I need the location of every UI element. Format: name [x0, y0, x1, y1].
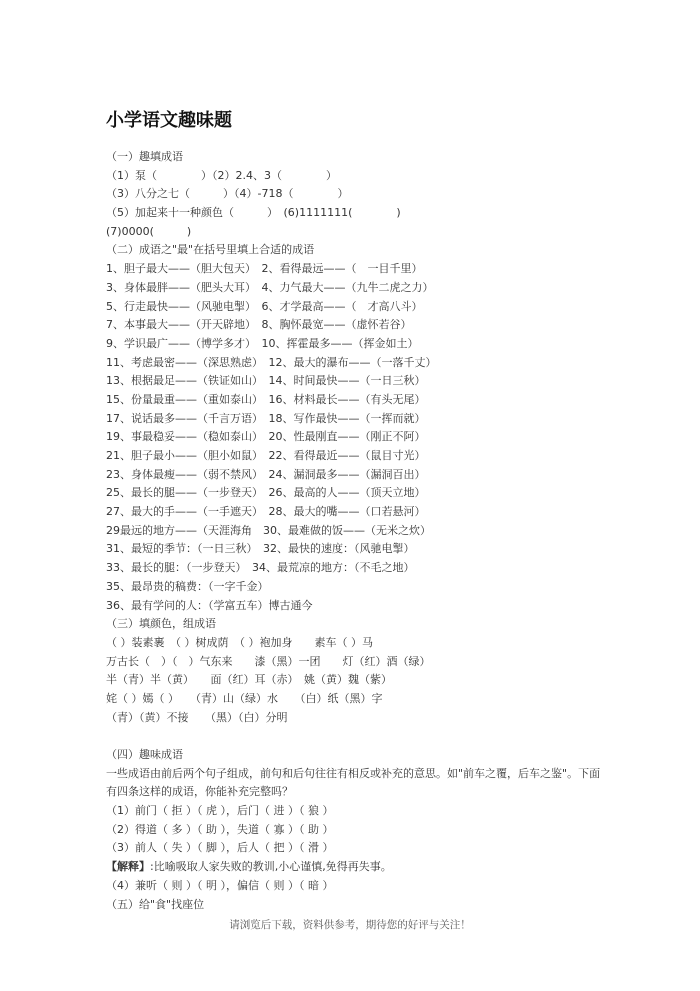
text-line: 姹（ ）嫣（ ） （青）山（绿）水 （白）纸（黑）字 — [106, 691, 383, 705]
explanation-text: :比喻吸取人家失败的教训,小心谨慎,免得再失事。 — [150, 860, 392, 874]
spacer — [106, 727, 626, 746]
text-line: 31、最短的季节：（一日三秋） 32、最快的速度：（风驰电掣） — [106, 542, 415, 556]
text-line: 36、最有学问的人：（学富五车）博古通今 — [106, 598, 313, 612]
text-line: 7、本事最大——（开天辟地） 8、胸怀最宽——（虚怀若谷） — [106, 318, 412, 332]
explanation-label: 【解释】 — [106, 860, 150, 874]
explanation-line — [106, 858, 626, 877]
page-footer: 请浏览后下载，资料供参考，期待您的好评与关注！ — [229, 919, 471, 931]
section-four-intro: 一些成语由前后两个句子组成，前句和后句往往有相反或补充的意思。如"前车之覆，后车之鉴"。下面有四条这样的成语，你能补充完整吗？ — [106, 766, 601, 799]
idiom-line: （1）前门（ 拒 ）（ 虎 ），后门（ 进 ）（ 狼 ） — [106, 804, 334, 818]
text-line: 3、身体最胖——（肥头大耳） 4、力气最大——（九牛二虎之力） — [106, 280, 434, 294]
text-line: 5、行走最快——（风驰电掣） 6、才学最高——（ 才高八斗） — [106, 299, 423, 313]
text-line: 1、胆子最大——（胆大包天） 2、看得最远——（ 一目千里） — [106, 262, 423, 276]
text-line: （一）趣填成语 — [106, 150, 183, 163]
text-line: 21、胆子最小——（胆小如鼠） 22、看得最近——（鼠目寸光） — [106, 449, 426, 462]
text-line: 13、根据最足——（铁证如山） 14、时间最快——（一日三秋） — [106, 374, 426, 388]
text-line: 27、最大的手——（一手遮天） 28、最大的嘴——（口若悬河） — [106, 505, 426, 519]
text-line: 23、身体最瘦——（弱不禁风） 24、漏洞最多——（漏洞百出） — [106, 467, 426, 481]
text-line: 25、最长的腿——（一步登天） 26、最高的人——（顶天立地） — [106, 486, 426, 500]
section-five-heading: （五）给"食"找座位 — [106, 897, 205, 911]
page-title: 小学语文趣味题 — [106, 110, 232, 131]
text-line: 9、学识最广——（博学多才） 10、挥霍最多——（挥金如土） — [106, 336, 419, 350]
text-line: 19、事最稳妥——（稳如泰山） 20、性最刚直——（刚正不阿） — [106, 430, 426, 444]
text-line: （二）成语之"最"在括号里填上合适的成语 — [106, 243, 315, 257]
text-line: 17、说话最多——（千言万语） 18、写作最快——（一挥而就） — [106, 411, 426, 425]
section-four — [106, 746, 626, 914]
idiom-line: （2）得道（ 多 ）（ 助 ），失道（ 寡 ）（ 助 ） — [106, 822, 334, 836]
text-line: 11、考虑最密——（深思熟虑） 12、最大的瀑布——（一落千丈） — [106, 355, 437, 369]
text-line: 35、最昂贵的稿费：（一字千金） — [106, 579, 269, 593]
text-line: （5）加起来十一种颜色（ ） (6)1111111( ) — [106, 206, 401, 220]
idiom-line: （4）兼听（ 则 ）（ 明 ），偏信（ 则 ）（ 暗 ） — [106, 878, 334, 892]
exercise-lines — [106, 148, 626, 727]
text-line: (7)0000( ) — [106, 224, 192, 238]
section-four-heading: （四）趣味成语 — [106, 748, 183, 761]
text-line: （1）泵（ ）（2）2.4、3（ ） — [106, 168, 337, 182]
idiom-line: （3）前人（ 失 ）（ 脚 ），后人（ 把 ）（ 滑 ） — [106, 841, 334, 855]
text-line: 半（青）半（黄） 面（红）耳（赤） 姚（黄）魏（紫） — [106, 673, 392, 687]
text-line: （青）（黄）不接 （黑）（白）分明 — [106, 710, 288, 724]
text-line: 15、份量最重——（重如泰山） 16、材料最长——（有头无尾） — [106, 392, 426, 406]
text-line: 万古长（ ）（ ）气东来 漆（黑）一团 灯（红）酒（绿） — [106, 654, 431, 668]
text-line: 33、最长的腿：（一步登天） 34、最荒凉的地方：（不毛之地） — [106, 561, 415, 575]
text-line: （ ）装素裹 （ ）树成荫 （ ）袍加身 素车（ ）马 — [106, 635, 373, 649]
document-body — [106, 148, 626, 914]
text-line: 29最远的地方——（天涯海角 30、最难做的饭——（无米之炊） — [106, 523, 431, 537]
text-line: （三）填颜色，组成语 — [106, 617, 216, 631]
text-line: （3）八分之七（ ）（4）-718（ ） — [106, 187, 349, 201]
